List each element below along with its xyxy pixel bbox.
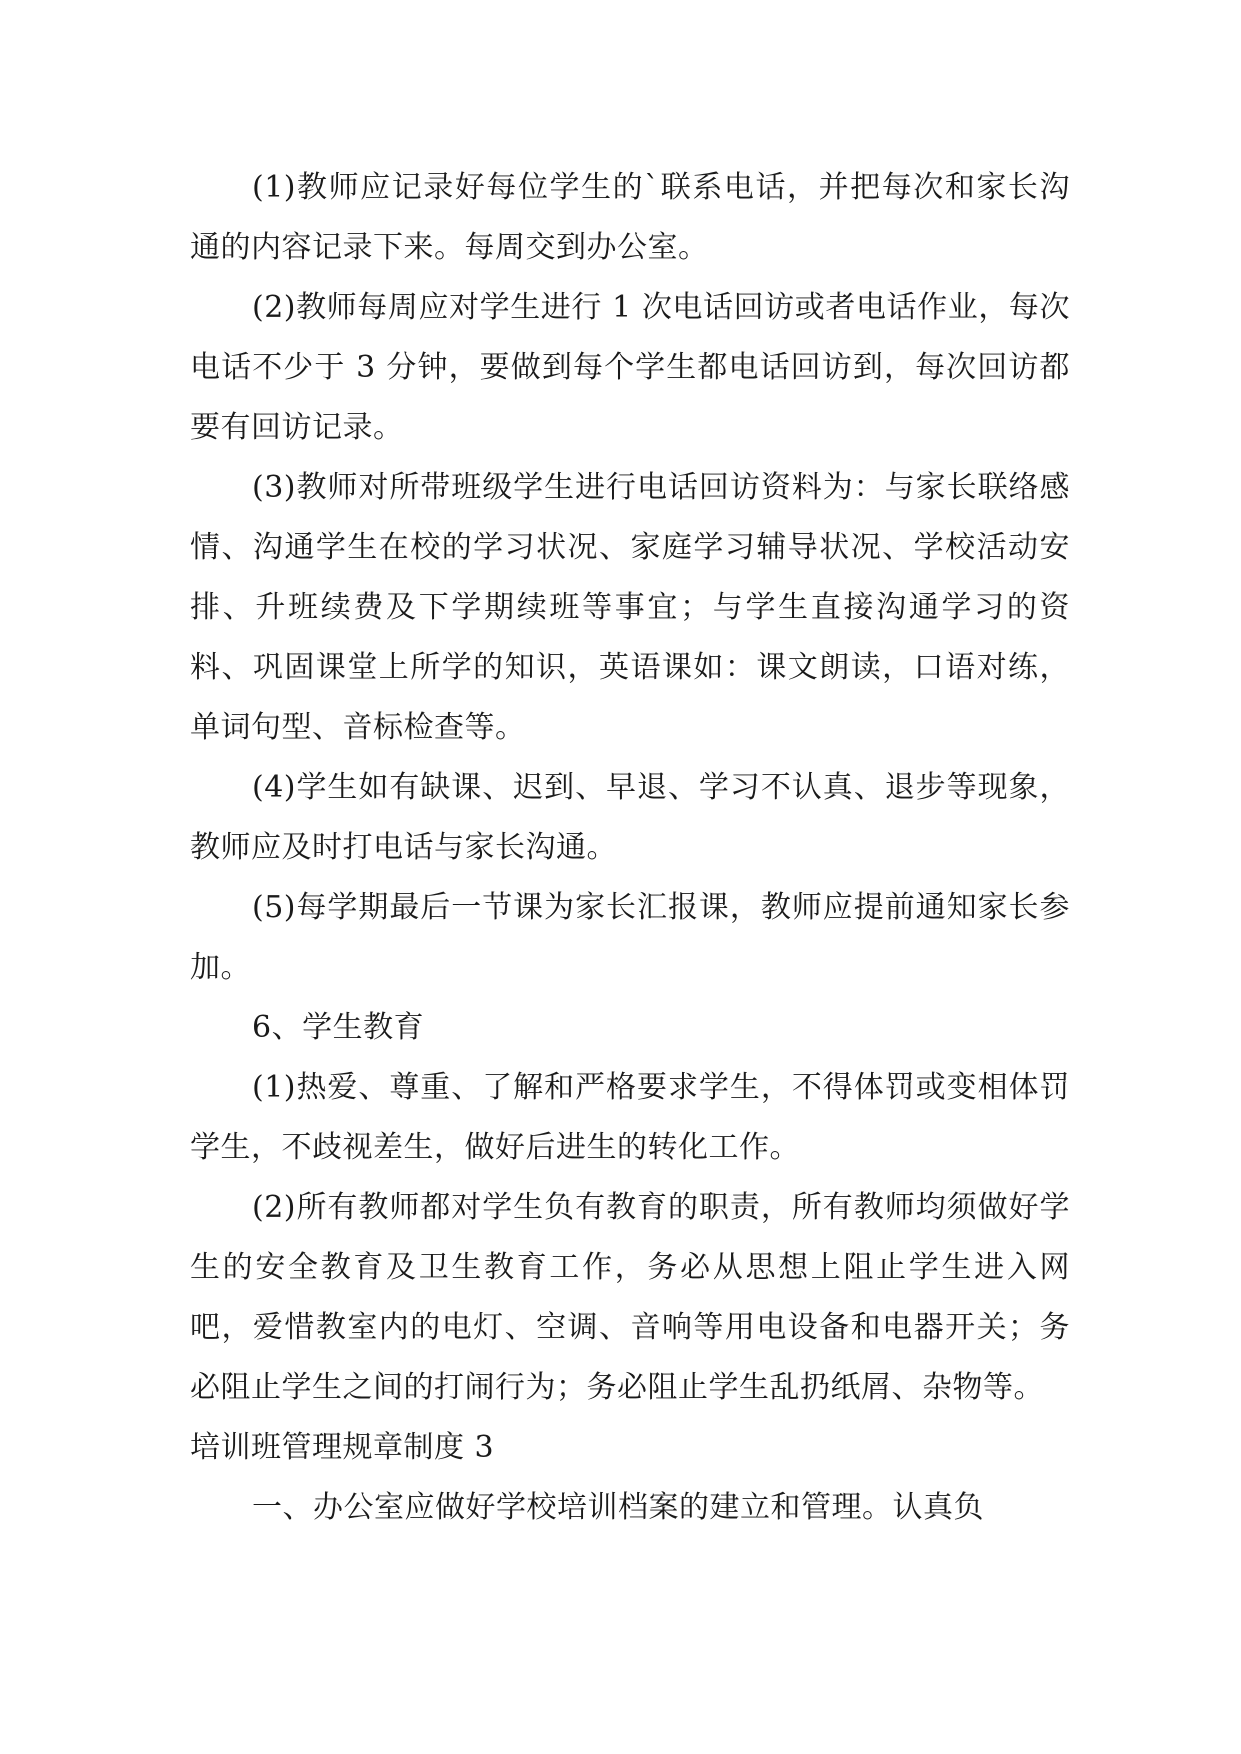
paragraph-safety-education: (2)所有教师都对学生负有教育的职责，所有教师均须做好学生的安全教育及卫生教育工作，务必从思想上阻止学生进入网吧，爱惜教室内的电灯、空调、音响等用电设备和电器开关；务必阻止学生之间的打闹行为；务必阻止学生乱扔纸屑、杂物等。 bbox=[190, 1190, 1070, 1405]
paragraph-contact-records: (1)教师应记录好每位学生的`联系电话，并把每次和家长沟通的内容记录下来。每周交到办公室。 bbox=[190, 170, 1070, 265]
paragraph-weekly-calls: (2)教师每周应对学生进行 1 次电话回访或者电话作业，每次电话不少于 3 分钟，要做到每个学生都电话回访到，每次回访都要有回访记录。 bbox=[190, 290, 1070, 445]
paragraph-respect-students: (1)热爱、尊重、了解和严格要求学生，不得体罚或变相体罚学生，不歧视差生，做好后进生的转化工作。 bbox=[190, 1070, 1070, 1165]
paragraph-parent-report-class: (5)每学期最后一节课为家长汇报课，教师应提前通知家长参加。 bbox=[190, 890, 1070, 985]
paragraph-absence-contact: (4)学生如有缺课、迟到、早退、学习不认真、退步等现象，教师应及时打电话与家长沟通。 bbox=[190, 770, 1070, 865]
paragraph-call-content: (3)教师对所带班级学生进行电话回访资料为：与家长联络感情、沟通学生在校的学习状况、家庭学习辅导状况、学校活动安排、升班续费及下学期续班等事宜；与学生直接沟通学习的资料、巩固课堂上所学的知识，英语课如：课文朗读，口语对练，单词句型、音标检查等。 bbox=[190, 470, 1070, 745]
document-body bbox=[190, 158, 1070, 1538]
subheading-student-education: 6、学生教育 bbox=[252, 1010, 425, 1045]
paragraph-office-archives: 一、办公室应做好学校培训档案的建立和管理。认真负 bbox=[252, 1490, 984, 1525]
section-heading: 培训班管理规章制度 3 bbox=[190, 1430, 495, 1465]
